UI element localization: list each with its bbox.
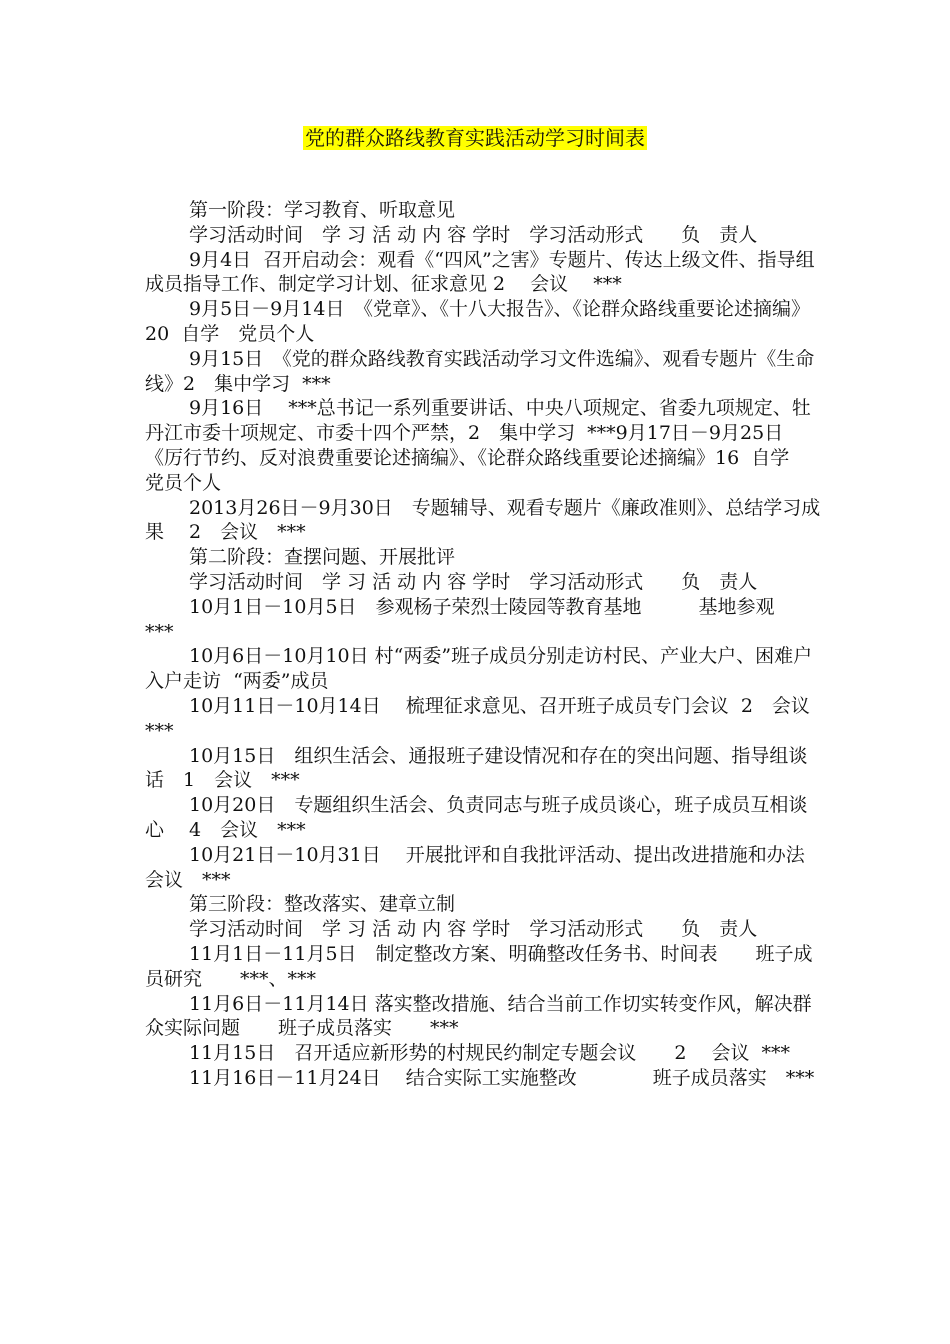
schedule-entry: 10月11日－10月14日 梳理征求意见、召开班子成员专门会议 2 会议 *** — [145, 694, 829, 742]
title-text: 党的群众路线教育实践活动学习时间表 — [305, 126, 645, 150]
schedule-entry: 11月6日－11月14日 落实整改措施、结合当前工作切实转变作风，解决群众实际问题 班子成员落实 *** — [145, 992, 812, 1040]
schedule-entry: 11月1日－11月5日 制定整改方案、明确整改任务书、时间表 班子成员研究 ***、*** — [145, 942, 813, 990]
schedule-entry: 10月15日 组织生活会、通报班子建设情况和存在的突出问题、指导组谈话 1 会议 *** — [145, 744, 808, 792]
table-header-line: 学习活动时间 学 习 活 动 内 容 学时 学习活动形式 负 责人 — [189, 918, 758, 941]
schedule-entry: 10月20日 专题组织生活会、负责同志与班子成员谈心，班子成员互相谈心 4 会议 *** — [145, 794, 808, 841]
schedule-entry: 9月5日－9月14日 《党章》、《十八大报告》、《论群众路线重要论述摘编》20 自学 党员个人 — [145, 298, 810, 345]
schedule-entry: 11月15日 召开适应新形势的村规民约制定专题会议 2 会议 *** — [189, 1042, 791, 1065]
table-header-line: 学习活动时间 学 习 活 动 内 容 学时 学习活动形式 负 责人 — [189, 223, 758, 246]
schedule-entry: 9月4日 召开启动会：观看《“四风”之害》专题片、传达上级文件、指导组成员指导工作、制定学习计划、征求意见 2 会议 *** — [145, 248, 815, 296]
stage-heading: 第二阶段：查摆问题、开展批评 — [189, 546, 456, 569]
schedule-entry: 10月21日－10月31日 开展批评和自我批评活动、提出改进措施和办法 会议 *** — [145, 843, 862, 891]
schedule-entry: 2013月26日－9月30日 专题辅导、观看专题片《廉政准则》、总结学习成果 2 会议 *** — [145, 496, 821, 544]
stage-heading: 第一阶段：学习教育、听取意见 — [189, 199, 456, 221]
schedule-entry: 9月15日 《党的群众路线教育实践活动学习文件选编》、观看专题片《生命线》2 集中学习 *** — [145, 347, 815, 395]
stage-heading: 第三阶段：整改落实、建章立制 — [189, 893, 456, 916]
document-title — [0, 124, 950, 152]
schedule-entry: 11月16日－11月24日 结合实际工实施整改 班子成员落实 *** — [189, 1066, 815, 1089]
schedule-entry: 9月16日 ***总书记一系列重要讲话、中央八项规定、省委九项规定、牡丹江市委十项规定、市委十四个严禁，2 集中学习 ***9月17日－9月25日 《厉行节约、反对浪费重要论述摘编》、《论群众路线重要论述摘编》16 自学 党员个人 — [145, 397, 811, 494]
schedule-entry: 10月1日－10月5日 参观杨子荣烈士陵园等教育基地 基地参观 *** — [145, 595, 800, 643]
document-body — [145, 198, 862, 1091]
schedule-entry: 10月6日－10月10日 村“两委”班子成员分别走访村民、产业大户、困难户 入户走访 “两委”成员 — [145, 645, 851, 693]
table-header-line: 学习活动时间 学 习 活 动 内 容 学时 学习活动形式 负 责人 — [189, 570, 758, 593]
